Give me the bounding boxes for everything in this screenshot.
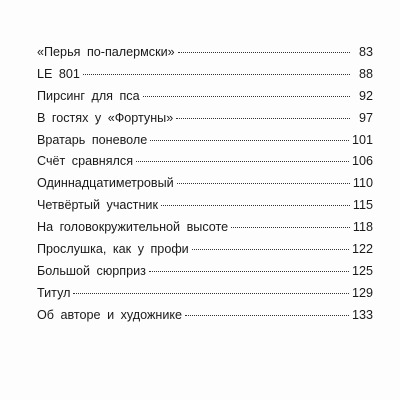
toc-entry <box>37 194 373 216</box>
toc-entry-page: 118 <box>352 220 373 234</box>
toc-dot-leader <box>177 183 350 184</box>
toc-entry-title: Вратарь поневоле <box>37 133 148 147</box>
toc-dot-leader <box>149 271 349 272</box>
toc-entry-title: Прослушка, как у профи <box>37 242 189 256</box>
toc-entry-page: 97 <box>358 111 373 125</box>
toc-dot-leader <box>178 52 350 53</box>
toc-entry <box>37 304 373 326</box>
toc-entry-title: «Перья по-палермски» <box>37 45 175 59</box>
toc-dot-leader <box>231 227 350 228</box>
toc-entry-page: 115 <box>352 198 373 212</box>
toc-entry-title: Одиннадцатиметровый <box>37 176 174 190</box>
toc-entry-page: 101 <box>351 133 373 147</box>
toc-entry <box>37 238 373 260</box>
toc-entry-title: Пирсинг для пса <box>37 89 140 103</box>
toc-entry <box>37 129 373 151</box>
toc-entry-title: LE 801 <box>37 67 80 81</box>
toc-entry-title: В гостях у «Фортуны» <box>37 111 174 125</box>
toc-entry-page: 122 <box>351 242 373 256</box>
toc-entry <box>37 151 373 172</box>
toc-dot-leader <box>150 140 349 141</box>
toc-entry <box>37 216 373 238</box>
toc-entry-page: 88 <box>358 67 373 81</box>
toc-entry-page: 125 <box>351 264 373 278</box>
toc-dot-leader <box>161 205 350 206</box>
toc-entry-page: 92 <box>358 89 373 103</box>
toc-entry-title: Большой сюрприз <box>37 264 146 278</box>
toc-entry-title: Четвёртый участник <box>37 198 158 212</box>
toc-entry-page: 133 <box>351 308 373 322</box>
toc-entry <box>37 107 373 129</box>
toc-dot-leader <box>83 74 350 75</box>
table-of-contents <box>37 41 373 326</box>
toc-dot-leader <box>192 249 349 250</box>
toc-entry-page: 106 <box>351 154 373 168</box>
toc-entry <box>37 41 373 63</box>
toc-entry-title: На головокружительной высоте <box>37 220 229 234</box>
toc-dot-leader <box>73 293 349 294</box>
toc-entry-title: Титул <box>37 286 71 300</box>
toc-entry-title: Счёт сравнялся <box>37 154 134 168</box>
toc-dot-leader <box>143 96 350 97</box>
toc-entry <box>37 282 373 304</box>
toc-dot-leader <box>176 118 350 119</box>
toc-entry <box>37 85 373 107</box>
toc-entry-page: 110 <box>352 176 373 190</box>
toc-entry-page: 129 <box>351 286 373 300</box>
toc-dot-leader <box>185 315 349 316</box>
toc-dot-leader <box>136 161 349 162</box>
toc-entry <box>37 63 373 85</box>
toc-entry <box>37 260 373 282</box>
toc-entry-page: 83 <box>358 45 373 59</box>
toc-entry <box>37 172 373 194</box>
toc-entry-title: Об авторе и художнике <box>37 308 183 322</box>
